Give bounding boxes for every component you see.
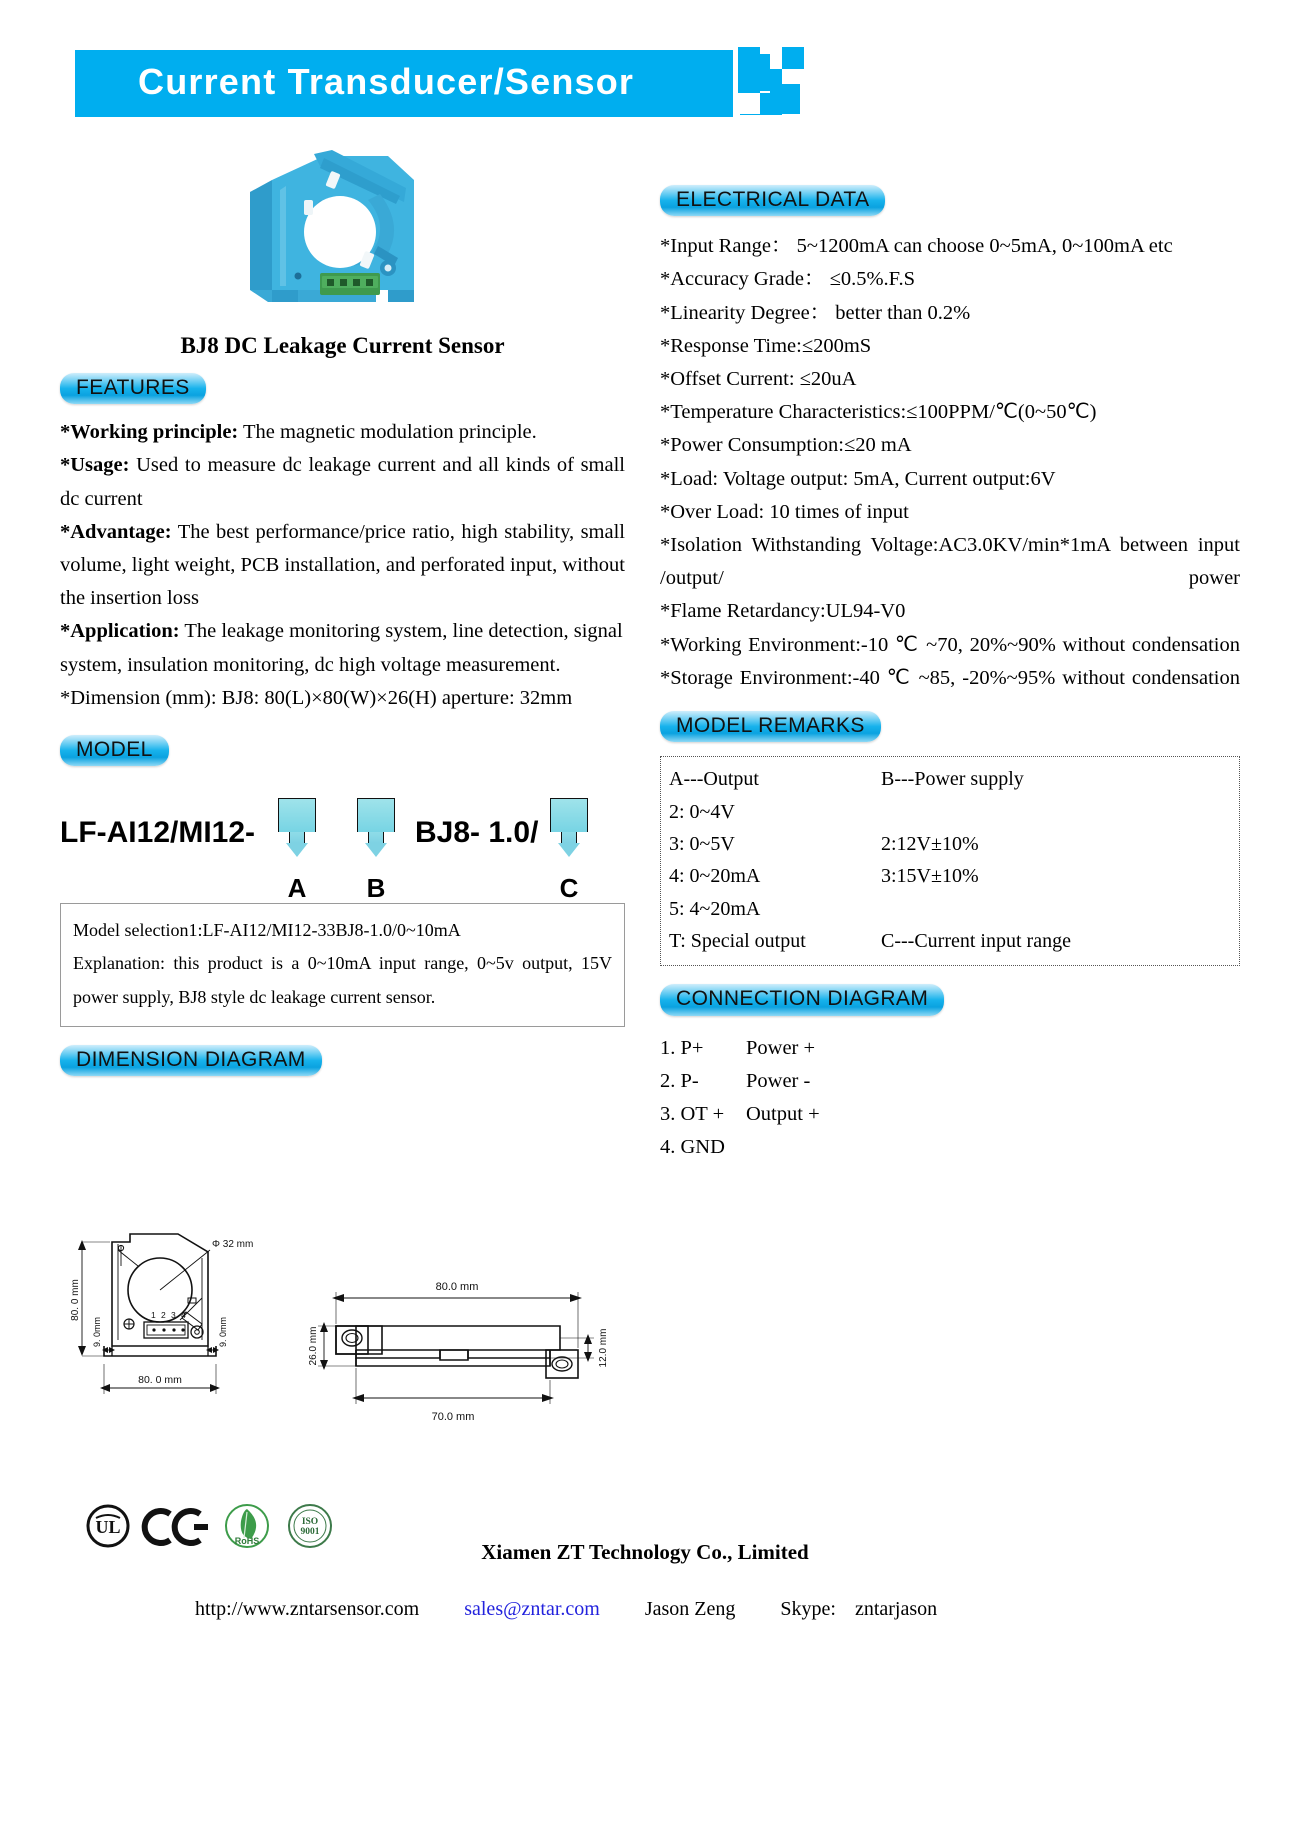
feature-label-3: *Application: [60,620,180,643]
model-slot-a-box [278,798,316,832]
feature-label-1: *Usage: [60,454,130,477]
contact-person: Jason Zeng [644,1598,736,1620]
left-column [60,140,625,1076]
feature-item-0 [60,416,625,449]
dimension-drawings [60,1228,630,1433]
product-title: BJ8 DC Leakage Current Sensor [180,333,505,358]
skype-id: zntarjason [854,1598,938,1620]
model-slot-c-letter: C [559,873,579,904]
model-explanation-line-1: Explanation: this product is a 0~10mA input range, 0~5v output, 15V [73,953,612,974]
model-slot-a-stem [289,832,305,843]
remarks-cell-left-3: 4: 0~20mA [669,865,761,888]
model-slot-b-stem [368,832,384,843]
company-name: Xiamen ZT Technology Co., Limited [481,1540,809,1564]
connection-row [660,1065,1240,1098]
connection-pin-3: 4. GND [660,1136,725,1159]
feature-item-4: system, insulation monitoring, dc high voltage measurement. [60,653,561,676]
model-selection-line: Model selection1:LF-AI12/MI12-33BJ8-1.0/0~10mA [73,920,461,941]
connection-desc-2: Output + [746,1103,820,1126]
connection-row [660,1098,1240,1131]
dimension-badge-wrap [60,1045,625,1076]
feature-text-2: The best performance/price ratio, high stability, small volume, light weight, PCB installation, and perforated input, without the insertion loss [60,520,625,610]
feature-item-3 [60,615,625,648]
remarks-row [661,796,1239,828]
feature-item-5: *Dimension (mm): BJ8: 80(L)×80(W)×26(H) aperture: 32mm [60,686,573,709]
model-remarks-table [660,756,1240,966]
connection-pin-list [660,1032,1240,1165]
spec-item-6: *Power Consumption:≤20 mA [660,434,912,457]
model-slot-c-box [550,798,588,832]
spec-item-4: *Offset Current: ≤20uA [660,367,857,390]
spec-item-9: *Isolation Withstanding Voltage:AC3.0KV/min*1mA between input /output/ power [660,533,1240,590]
checker-sq-a [738,47,760,93]
email-link[interactable]: sales@zntar.com [464,1598,600,1620]
checker-pattern [738,47,812,121]
dim-front-width: 80. 0 mm [138,1374,182,1386]
right-column [660,185,1240,1164]
ce-certification-icon [145,1511,208,1543]
connection-pin-1: 2. P- [660,1069,699,1092]
product-photo [228,140,458,315]
model-code-row [60,788,625,904]
remarks-cell-right-5: C---Current input range [881,930,1071,953]
connection-diagram-badge: CONNECTION DIAGRAM [660,984,944,1015]
dim-pin-3: 3 [171,1310,176,1320]
dim-side-overall-length: 80.0 mm [435,1281,479,1293]
model-badge-wrap [60,735,625,766]
feature-item-1 [60,449,625,515]
connection-pin-2: 3. OT + [660,1103,725,1126]
remarks-cell-left-2: 3: 0~5V [669,832,735,855]
electrical-badge-wrap [660,185,1240,216]
connection-pin-0: 1. P+ [660,1036,704,1059]
connection-row [660,1032,1240,1065]
remarks-cell-right-3: 3:15V±10% [881,865,979,888]
feature-text-1: Used to measure dc leakage current and all kinds of small dc current [60,454,625,510]
dim-side-base-length: 70.0 mm [431,1411,475,1423]
remarks-row [661,860,1239,892]
dimension-badge: DIMENSION DIAGRAM [60,1045,322,1076]
model-badge: MODEL [60,735,169,766]
dimension-svg [60,1228,630,1433]
connection-row [660,1131,1240,1164]
remarks-cell-right-2: 2:12V±10% [881,832,979,855]
sensor-illustration [228,140,458,315]
spec-item-10: *Flame Retardancy:UL94-V0 [660,600,906,623]
spec-item-8: *Over Load: 10 times of input [660,500,909,523]
dim-front-inset-left: 9. 0mm [92,1316,102,1348]
page-header [75,50,810,117]
model-slot-b-letter: B [366,873,386,904]
skype-label: Skype: [780,1598,836,1620]
model-slot-b-arrow-icon [365,843,387,857]
svg-text:RoHS: RoHS [234,1536,260,1546]
model-slot-b [357,798,395,857]
svg-text:9001: 9001 [300,1527,320,1537]
features-badge: FEATURES [60,373,206,404]
dim-front-inset-right: 9. 0mm [218,1316,228,1348]
dim-side-height: 26.0 mm [308,1326,319,1366]
spec-item-0: *Input Range： 5~1200mA can choose 0~5mA, 0~100mA etc [660,235,1173,258]
remarks-cell-right-4 [881,893,1239,925]
remarks-row [661,763,1239,795]
dim-pin-2: 2 [161,1310,166,1320]
dim-aperture-label: Φ 32 mm [212,1239,254,1250]
spec-item-7: *Load: Voltage output: 5mA, Current output:6V [660,467,1056,490]
spec-item-5: *Temperature Characteristics:≤100PPM/℃(0~50℃) [660,401,1097,424]
svg-text:ISO: ISO [301,1517,319,1527]
model-slot-c [550,798,588,857]
electrical-data-badge: ELECTRICAL DATA [660,185,885,216]
dim-side-step-height: 12.0 mm [598,1328,609,1368]
electrical-spec-list [660,230,1240,695]
connection-desc-0: Power + [746,1036,816,1059]
checker-sq-d [760,93,782,115]
dim-pin-1: 1 [151,1310,156,1320]
feature-label-2: *Advantage: [60,520,172,543]
features-body [60,416,625,715]
model-slot-a-arrow-icon [286,843,308,857]
connection-desc-1: Power - [746,1069,811,1092]
svg-text:UL: UL [95,1517,121,1537]
model-slot-a [278,798,316,857]
remarks-row [661,925,1239,957]
checker-sq-b [760,69,782,91]
website-link[interactable]: http://www.zntarsensor.com [195,1598,420,1620]
connection-badge-wrap [660,984,1240,1015]
model-explanation-line-2: power supply, BJ8 style dc leakage current sensor. [73,986,436,1007]
remarks-cell-left-5: T: Special output [669,930,806,953]
dim-front-height: 80. 0 mm [70,1279,81,1321]
spec-item-1: *Accuracy Grade： ≤0.5%.F.S [660,268,915,291]
spec-item-12: *Storage Environment:-40 ℃ ~85, -20%~95% without condensation [660,666,1240,689]
feature-text-0: The magnetic modulation principle. [238,421,537,444]
remarks-row [661,893,1239,925]
model-remarks-badge: MODEL REMARKS [660,711,881,742]
dim-pin-4: 4 [181,1310,186,1320]
spec-item-11: *Working Environment:-10 ℃ ~70, 20%~90% without condensation [660,633,1240,656]
remarks-cell-left-4: 5: 4~20mA [669,897,761,920]
contact-bar [195,1598,977,1621]
features-badge-wrap [60,373,625,404]
spec-item-2: *Linearity Degree： better than 0.2% [660,301,971,324]
feature-item-2 [60,516,625,616]
checker-sq-c [782,47,804,69]
spec-item-3: *Response Time:≤200mS [660,334,872,357]
remarks-cell-right-1 [881,796,1239,828]
feature-label-0: *Working principle: [60,421,239,444]
feature-text-3: The leakage monitoring system, line detection, signal [179,620,623,643]
model-slot-b-box [357,798,395,832]
model-explanation-box [60,903,625,1027]
remarks-row [661,828,1239,860]
model-slot-c-arrow-icon [558,843,580,857]
page-title: Current Transducer/Sensor [138,61,635,102]
remarks-cell-left-1: 2: 0~4V [669,800,735,823]
model-slot-a-letter: A [287,873,307,904]
remarks-cell-left-0: A---Output [669,768,759,791]
remarks-badge-wrap [660,711,1240,742]
model-slot-c-stem [561,832,577,843]
model-code-middle: BJ8- 1.0/ [415,816,539,850]
model-code-prefix: LF-AI12/MI12- [60,816,256,850]
remarks-cell-right-0: B---Power supply [881,768,1024,791]
